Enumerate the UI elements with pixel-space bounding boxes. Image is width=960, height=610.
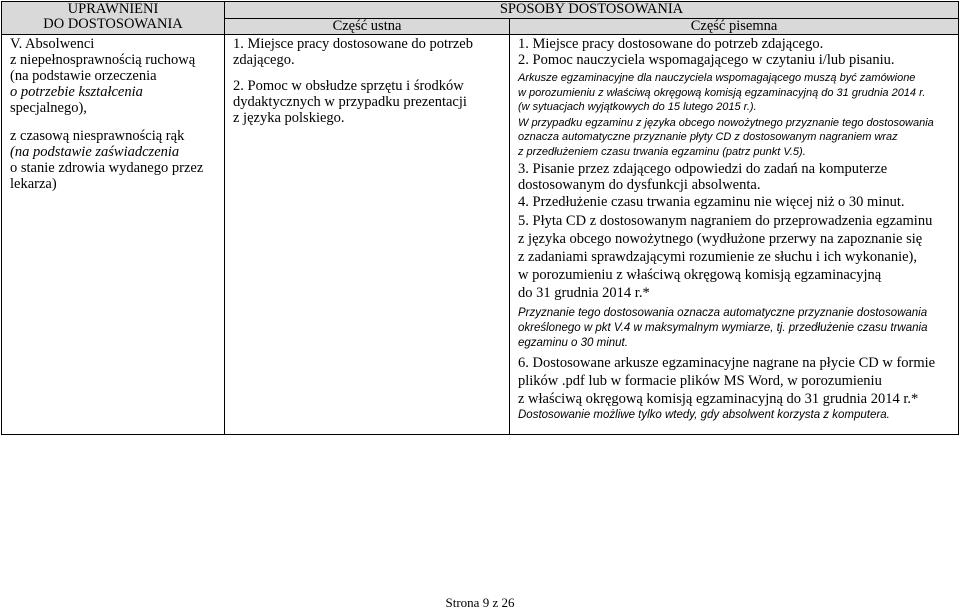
written-item-3 [518,161,958,193]
item-5-line: z zadaniami sprawdzającymi rozumienie ze słuchu i ich wykonanie), [518,249,917,265]
written-part-header: Część pisemna [510,19,959,35]
oral-item [233,78,509,126]
item-6-line: z właściwą okręgową komisją egzaminacyjną do 31 grudnia 2014 r.* [518,391,919,407]
oral-item-line: 2. Pomoc w obsłudze sprzętu i środków [233,78,464,94]
entitled-line: V. Absolwenci [10,36,95,52]
entitled-line: o stanie zdrowia wydanego przez [10,160,204,176]
adjustments-table [1,1,959,435]
written-note-2 [518,116,958,160]
entitled-line: o potrzebie kształcenia [10,84,143,100]
written-cell [510,35,959,435]
entitled-line: z niepełnosprawnością ruchową [10,52,196,68]
oral-cell [225,35,510,435]
note-2-line: z przedłużeniem czasu trwania egzaminu (patrz punkt V.5). [518,145,806,158]
entitled-header [2,2,225,35]
written-item-2: 2. Pomoc nauczyciela wspomagającego w czytaniu i/lub pisaniu. [518,52,895,68]
written-note-4: Dostosowanie możliwe tylko wtedy, gdy absolwent korzysta z komputera. [518,409,890,421]
entitled-cell [2,35,225,435]
note-3-line: Przyznanie tego dostosowania oznacza automatyczne przyznanie dostosowania [518,307,928,319]
note-1-line: (w sytuacjach wyjątkowych do 15 lutego 2015 r.). [518,101,757,113]
note-3-line: egzaminu o 30 minut. [518,337,628,349]
oral-list [233,35,509,126]
note-3-line: określonego w pkt V.4 w maksymalnym wymiarze, tj. przedłużenie czasu trwania [518,322,928,334]
entitled-line: lekarza) [10,176,57,192]
note-1-line: Arkusze egzaminacyjne dla nauczyciela wspomagającego muszą być zamówione [518,72,916,84]
note-2-line: W przypadku egzaminu z języka obcego nowożytnego przyznanie tego dostosowania [518,116,934,129]
entitled-header-line2: DO DOSTOSOWANIA [43,16,183,32]
note-2-line: oznacza automatyczne przyznanie płyty CD z dostosowanym nagraniem wraz [518,131,898,143]
entitled-line: (na podstawie orzeczenia [10,68,157,84]
written-note-1 [518,71,958,115]
item-5-line: w porozumieniu z właściwą okręgową komisją egzaminacyjną [518,267,882,283]
oral-item-line: zdającego. [233,52,295,68]
item-5-line: z języka obcego nowożytnego (wydłużone przerwy na zapoznanie się [518,231,923,247]
item-3-line: 3. Pisanie przez zdającego odpowiedzi do zadań na komputerze [518,161,888,177]
written-item-4: 4. Przedłużenie czasu trwania egzaminu nie więcej niż o 30 minut. [518,194,905,210]
written-item-5 [518,212,958,302]
item-5-line: do 31 grudnia 2014 r.* [518,285,650,301]
written-item-6 [518,354,958,408]
entitled-line [10,116,224,128]
oral-item [233,36,509,68]
entitled-line: (na podstawie zaświadczenia [10,144,180,160]
methods-header: SPOSOBY DOSTOSOWANIA [225,2,959,19]
entitled-line: z czasową niesprawnością rąk [10,128,185,144]
written-item-1: 1. Miejsce pracy dostosowane do potrzeb zdającego. [518,36,824,52]
note-1-line: w porozumieniu z właściwą okręgową komisją egzaminacyjną do 31 grudnia 2014 r. [518,86,926,99]
written-note-3 [518,306,958,351]
entitled-line: specjalnego), [10,100,87,116]
oral-part-header: Część ustna [225,19,510,35]
item-6-line: 6. Dostosowane arkusze egzaminacyjne nagrane na płycie CD w formie [518,355,936,371]
entitled-list [10,35,224,192]
item-5-line: 5. Płyta CD z dostosowanym nagraniem do przeprowadzenia egzaminu [518,213,933,229]
oral-item-line: 1. Miejsce pracy dostosowane do potrzeb [233,36,473,52]
item-6-line: plików .pdf lub w formacie plików MS Word, w porozumieniu [518,373,882,389]
oral-item-line: z języka polskiego. [233,110,345,126]
oral-item-line: dydaktycznych w przypadku prezentacji [233,94,467,110]
item-3-line: dostosowanym do dysfunkcji absolwenta. [518,177,761,193]
page-number: Strona 9 z 26 [445,595,515,610]
entitled-header-line1: UPRAWNIENI [67,1,159,17]
